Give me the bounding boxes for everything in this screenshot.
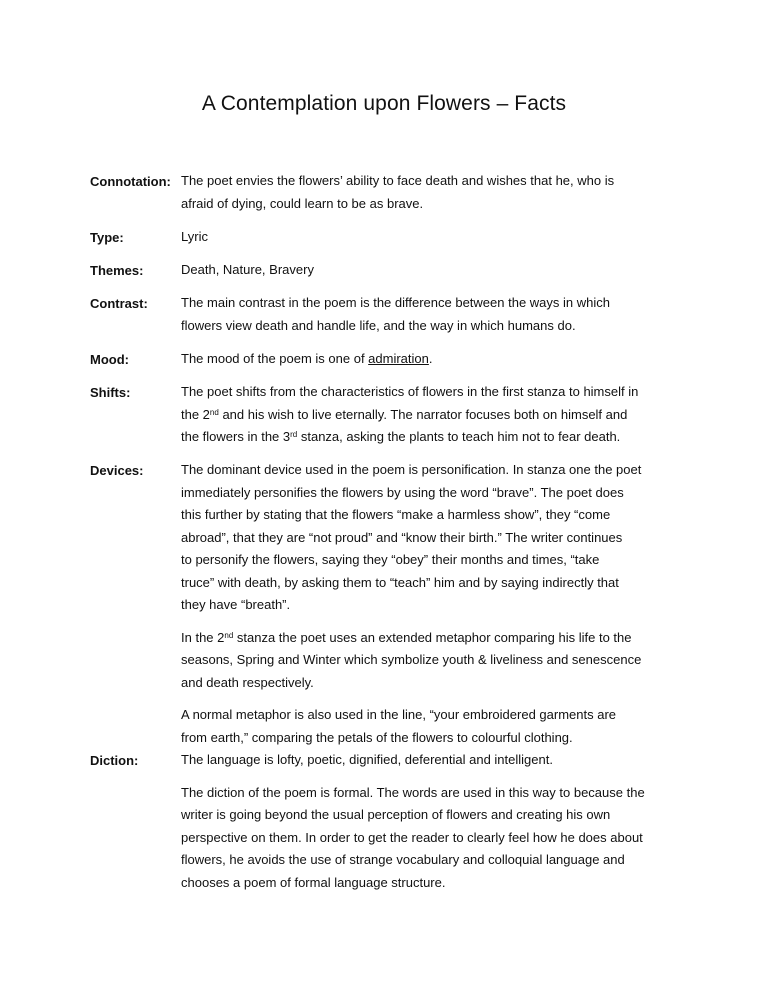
text-line: The language is lofty, poetic, dignified, deferential and intelligent.	[181, 752, 553, 767]
shifts-label: Shifts:	[90, 385, 131, 400]
text-line: The dominant device used in the poem is personification. In stanza one the poet	[181, 462, 642, 477]
mood-prefix: The mood of the poem is one of	[181, 351, 369, 366]
text-line: Death, Nature, Bravery	[181, 262, 314, 277]
devices-text	[181, 459, 686, 749]
text-line: The poet shifts from the characteristics of flowers in the first stanza to himself in	[181, 384, 639, 399]
text-line: perspective on them. In order to get the reader to clearly feel how he does about	[181, 829, 643, 845]
mood-label: Mood:	[90, 352, 129, 367]
text-line: chooses a poem of formal language structure.	[181, 874, 446, 890]
page-title: A Contemplation upon Flowers – Facts	[201, 92, 567, 115]
text-fragment: In the 2	[181, 629, 225, 645]
text-fragment: and his wish to live eternally. The narrator focuses both on himself and	[218, 406, 628, 422]
text-line: to personify the flowers, saying they “obey” their months and times, “take	[181, 552, 600, 567]
text-line: this further by stating that the flowers “make a harmless show”, they “come	[181, 507, 611, 522]
text-line: Lyric	[181, 229, 208, 244]
themes-label: Themes:	[90, 263, 144, 278]
type-value	[181, 226, 686, 249]
text-line	[181, 348, 686, 371]
contrast-label: Contrast:	[90, 296, 148, 311]
superscript: nd	[209, 407, 219, 417]
mood-text	[181, 348, 686, 371]
superscript: nd	[224, 630, 234, 640]
text-line: The diction of the poem is formal. The words are used in this way to because the	[181, 784, 645, 800]
text-line: truce” with death, by asking them to “teach” him and by saying indirectly that	[181, 574, 619, 590]
connotation-text	[181, 170, 686, 215]
text-line: The main contrast in the poem is the difference between the ways in which	[181, 295, 610, 310]
text-line: abroad”, that they are “not proud” and “know their birth.” The writer continues	[181, 529, 623, 545]
devices-label: Devices:	[90, 463, 144, 478]
text-line: A normal metaphor is also used in the line, “your embroidered garments are	[181, 707, 616, 722]
text-line	[181, 426, 686, 449]
text-line	[181, 404, 686, 427]
mood-word-link[interactable]: admiration	[368, 351, 429, 366]
text-line: flowers view death and handle life, and the way in which humans do.	[181, 317, 576, 333]
text-line: writer is going beyond the usual perception of flowers and creating his own	[181, 807, 611, 822]
text-fragment: the flowers in the 3	[181, 429, 291, 444]
text-line: from earth,” comparing the petals of the flowers to colourful clothing.	[181, 729, 573, 745]
text-line: they have “breath”.	[181, 597, 291, 612]
text-line: afraid of dying, could learn to be as brave.	[181, 195, 424, 211]
themes-value	[181, 259, 686, 282]
text-line: immediately personifies the flowers by using the word “brave”. The poet does	[181, 484, 624, 500]
connotation-label: Connotation:	[90, 174, 171, 189]
text-line	[181, 627, 686, 650]
text-line: flowers, he avoids the use of strange vocabulary and colloquial language and	[181, 852, 625, 867]
text-fragment: stanza the poet uses an extended metaphor comparing his life to the	[233, 629, 632, 645]
text-fragment: the 2	[181, 406, 210, 422]
shifts-text	[181, 381, 686, 449]
contrast-text	[181, 292, 686, 337]
text-line: seasons, Spring and Winter which symbolize youth & liveliness and senescence	[181, 652, 642, 667]
text-line: The poet envies the flowers’ ability to face death and wishes that he, who is	[181, 173, 615, 188]
diction-label: Diction:	[90, 753, 139, 768]
text-line: and death respectively.	[181, 674, 314, 690]
mood-suffix: .	[428, 351, 433, 366]
type-label: Type:	[90, 230, 124, 245]
diction-text	[181, 749, 686, 894]
superscript: rd	[290, 430, 298, 439]
text-fragment: stanza, asking the plants to teach him not to fear death.	[297, 429, 621, 444]
